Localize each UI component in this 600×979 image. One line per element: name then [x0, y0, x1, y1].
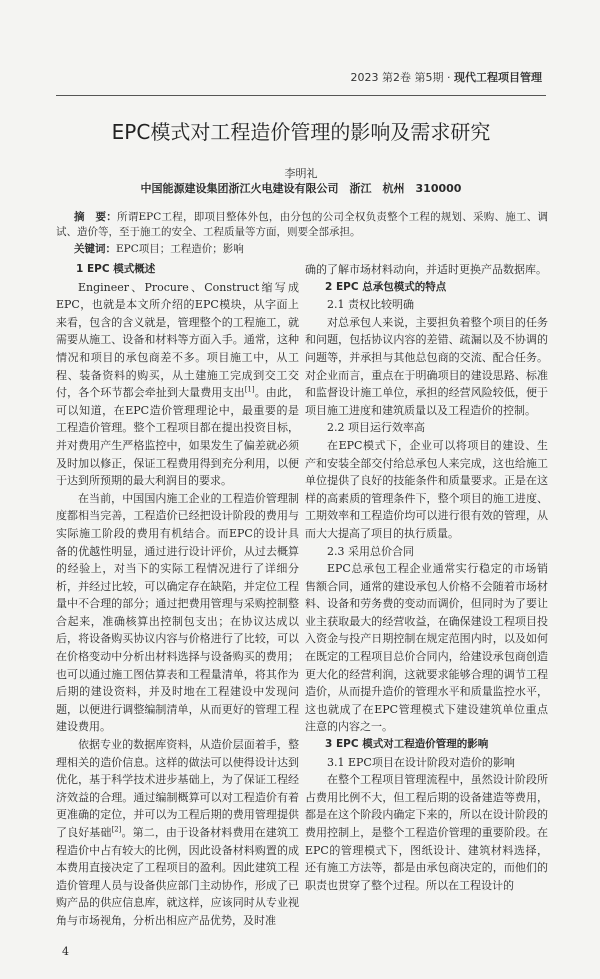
subsection-heading: 2.1 责权比较明确 [327, 298, 414, 312]
abstract-label: 摘 要： [74, 211, 117, 223]
affiliation: 中国能源建设集团浙江火电建设有限公司 浙江 杭州 310000 [140, 182, 462, 195]
keywords-label: 关键词： [74, 243, 116, 255]
subsection-heading: 2.2 项目运行效率高 [327, 421, 425, 435]
paragraph-text: 依据专业的数据库资料，从造价层面着手，整理相关的造价信息。这样的做法可以使得设计达到优化，基于科学技术进步基础上，为了保证工程经济效益的合理。通过编制概算可以对工程造价有着更准确的定位，并可以为工程后期的费用管理提供了良好基础 [56, 738, 299, 839]
running-header [56, 70, 546, 86]
section-heading: 3 EPC 模式对工程造价管理的影响 [325, 738, 489, 751]
paragraph-text: Engineer、Procure、Construct缩写成EPC，也就是本文所介绍的EPC模块，从字面上来看，包含的含义就是，管理整个的工程施工，就需要从施工、设备和材料等方面入手。通常，这种情况和项目的承包商差不多。项目施工中，从工程、装备资料的购买，从土建施工完成到交工交付，各个环节都会牵扯到大量费用支出 [56, 280, 299, 400]
section-heading: 2 EPC 总承包模式的特点 [325, 280, 447, 293]
subsection-heading: 3.1 EPC项目在设计阶段对造价的影响 [327, 755, 515, 769]
abstract-text: 所谓EPC工程，即项目整体外包，由分包的公司全权负责整个工程的规划、采购、施工、调试、造价等，至于施工的安全、工程质量等方面，则要全部承担。 [56, 211, 549, 238]
journal-name: 现代工程项目管理 [454, 71, 542, 84]
body-columns [56, 261, 548, 930]
paragraph [56, 736, 299, 930]
issue-info: 2023 第2卷 第5期 · [350, 71, 454, 84]
paragraph: 对总承包人来说，主要担负着整个项目的任务和问题，包括协议内容的差错、疏漏以及不协调的问题等，并承担与其他总包商的交流、配合任务。对企业而言，重点在于明确项目的建设思路、标准和监督设计施工单位，承担的经营风险较低，便于项目施工进度和建筑质量以及工程造价的控制。 [305, 315, 548, 417]
citation: [1] [244, 385, 255, 394]
paragraph: 在EPC模式下，企业可以将项目的建设、生产和安装全部交付给总承包人来完成，这也给施工单位提供了良好的技能条件和质量要求。正是在这样的高素质的管理条件下，整个项目的施工进度、工期效率和工程造价均可以进行很有效的管理，从而大大提高了项目的执行质量。 [305, 438, 548, 540]
section-heading: 1 EPC 模式概述 [76, 263, 156, 275]
paragraph-text: 。由此，可以知道，在EPC造价管理理论中，最重要的是工程造价管理。整个工程项目都在提出投资目标，并对费用产生严格监控中，如果发生了偏差就必须及时加以修正，保证工程费用得到充分利用，以便于达到所预期的最大利润目的要求。 [56, 386, 300, 488]
paragraph [56, 279, 299, 490]
author: 李明礼 [284, 167, 318, 180]
citation: [2] [111, 825, 122, 834]
left-column [56, 261, 299, 930]
paragraph: EPC总承包工程企业通常实行稳定的市场销售额合同，通常的建设承包人价格不会随着市场材料、设备和劳务费的变动而调价，但同时为了要让业主获取最大的经营收益，在确保建设工程项目投入资金与投产日期控制在规定范围内时，以及如何在既定的工程项目总价合同内，给建设承包商创造更大化的经营利润，这就要求能够合理的调节工程造价，从而提升造价的管理水平和质量监控水平，这也就成了在EPC管理模式下建设建筑单位重点注意的内容之一。 [305, 562, 548, 734]
paragraph: 在当前，中国国内施工企业的工程造价管理制度都相当完善，工程造价已经把设计阶段的费用与实际施工阶段的费用有机结合。而EPC的设计具备的优越性明显，通过进行设计评价，从过去概算的经验上，对当下的实际工程情况进行了详细分析，并经过比较，可以确定存在缺陷，并定位工程量中不合理的部分；通过把费用管理与采购控制整合起来，准确核算出控制包支出；在协议达成以后，将设备购买协议内容与价格进行了比较，可以在价格变动中分析出材料选择与设备购买的费用；也可以通过施工图估算表和工程量清单，将其作为后期的建设资料，并及时地在工程建设中发现问题，以便进行调整编制清单，从而更好的管理工程建设费用。 [56, 491, 299, 734]
paper-title: EPC模式对工程造价管理的影响及需求研究 [111, 120, 491, 144]
continuation-text: 确的了解市场材料动向，并适时更换产品数据库。 [305, 263, 547, 276]
page-number: 4 [62, 944, 69, 958]
right-column [305, 261, 548, 930]
keywords [56, 242, 546, 257]
subsection-heading: 2.3 采用总价合同 [327, 544, 414, 558]
header-rule [56, 95, 546, 96]
keywords-text: EPC项目；工程造价；影响 [116, 243, 244, 255]
paragraph: 在整个工程项目管理流程中，虽然设计阶段所占费用比例不大，但工程后期的设备建造等费用，都是在这个阶段内确定下来的，所以在设计阶段的费用控制上，是整个工程造价管理的重要阶段。在EPC的管理模式下，图纸设计、建筑材料选择，还有施工方法等，都是由承包商决定的，而他们的职责也贯穿了整个过程。所以在工程设计的 [305, 773, 548, 892]
paragraph-text: 。第二，由于设备材料费用在建筑工程造价中占有较大的比例，因此设备材料购置的成本费用直接决定了工程项目的盈利。因此建筑工程造价管理人员与设备供应部门主动协作，形成了已购产品的供应信息库，就这样，应该同时从专业视角与市场视角，分析出相应产品优势，及时准 [56, 826, 300, 927]
abstract [56, 210, 548, 240]
